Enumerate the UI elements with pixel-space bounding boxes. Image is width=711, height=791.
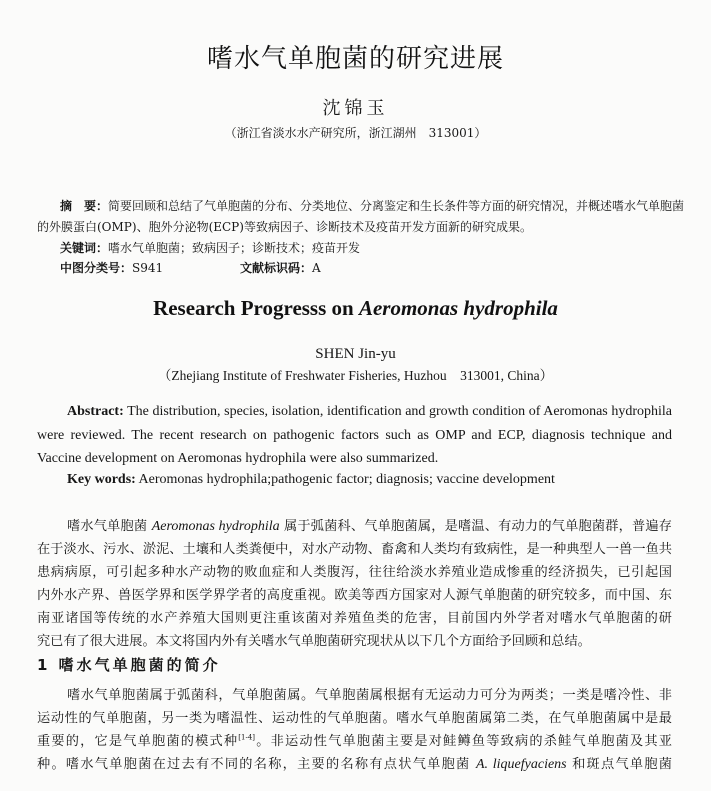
citation-superscript: [1-4] — [238, 733, 256, 742]
section1-line2: 运动性的气单胞菌，另一类为嗜温性、运动性的气单胞菌。嗜水气单胞菌属第二类，在气单胞菌属中是最 — [37, 711, 672, 726]
abstract-cn-line2: 的外膜蛋白(OMP)、胞外分泌物(ECP)等致病因子、诊断技术及疫苗开发方面新的研究成果。 — [37, 220, 532, 234]
section1-line3 — [37, 730, 672, 749]
title-en-italic: Aeromonas hydrophila — [358, 296, 558, 320]
keywords-en-label: Key words: — [67, 472, 136, 487]
author-english: SHEN Jin-yu — [315, 346, 396, 362]
intro-line1-a: 嗜水气单胞菌 — [67, 519, 152, 534]
intro-line1 — [67, 515, 672, 535]
classification-value: S941 — [132, 261, 164, 275]
section-heading: 1 嗜水气单胞菌的简介 — [37, 656, 221, 674]
intro-line5: 南亚诸国等传统的水产养殖大国则更注重该菌对养殖鱼类的危害，目前国内外学者对嗜水气单胞菌的研 — [37, 611, 672, 626]
keywords-en-value: Aeromonas hydrophila;pathogenic factor; diagnosis; vaccine development — [135, 472, 555, 487]
intro-line4: 内外水产界、兽医学界和医学界学者的高度重视。欧美等西方国家对人源气单胞菌的研究较多，而中国、东 — [37, 588, 672, 603]
species-name-italic: Aeromonas hydrophila — [151, 519, 280, 534]
intro-line6: 究已有了很大进展。本文将国内外有关嗜水气单胞菌研究现状从以下几个方面给予回顾和总结。 — [37, 634, 591, 649]
intro-line1-b: 属于弧菌科、气单胞菌属，是嗜温、有动力的气单胞菌群，普遍存 — [279, 519, 672, 534]
title-chinese: 嗜水气单胞菌的研究进展 — [206, 44, 504, 74]
abstract-cn-text1: 简要回顾和总结了气单胞菌的分布、分类地位、分离鉴定和生长条件等方面的研究情况，并概述嗜水气单胞菌 — [108, 199, 685, 213]
abstract-en-line1 — [67, 404, 672, 420]
document-code — [240, 259, 321, 276]
section1-line3-a: 重要的，它是气单胞菌的模式种 — [37, 734, 239, 749]
abstract-en-line2: were reviewed. The recent research on pathogenic factors such as OMP and ECP, diagnosis technique and — [37, 428, 672, 443]
classification-label: 中图分类号： — [60, 261, 133, 275]
section1-line3-b: 。非运动性气单胞菌主要是对鲑鳟鱼等致病的杀鲑气单胞菌及其亚 — [255, 734, 672, 749]
classification-number — [60, 259, 163, 276]
title-en-plain: Research Progresss on — [153, 296, 359, 320]
document-code-label: 文献标识码： — [240, 261, 313, 275]
abstract-en-text1: The distribution, species, isolation, identification and growth condition of Aeromonas hydrophila — [123, 404, 672, 419]
species-name-italic-2: A. liquefyaciens — [475, 757, 567, 772]
section1-line1: 嗜水气单胞菌属于弧菌科，气单胞菌属。气单胞菌属根据有无运动力可分为两类；一类是嗜冷性、非 — [67, 688, 672, 703]
abstract-cn-label: 摘 要： — [60, 199, 109, 213]
keywords-cn — [60, 239, 360, 256]
keywords-cn-label: 关键词： — [60, 241, 109, 255]
abstract-en-line3: Vaccine development on Aeromonas hydrophila were also summarized. — [37, 451, 439, 466]
affiliation-chinese: （浙江省淡水水产研究所，浙江湖州 313001） — [224, 126, 487, 140]
abstract-cn-line1 — [60, 197, 684, 214]
keywords-en — [67, 472, 555, 488]
title-english — [0, 296, 711, 321]
author-chinese: 沈锦玉 — [322, 98, 389, 119]
section1-line4-a: 种。嗜水气单胞菌在过去有不同的名称，主要的名称有点状气单胞菌 — [37, 757, 476, 772]
section1-line4-b: 和斑点气单胞菌 — [566, 757, 672, 772]
section1-line4 — [37, 753, 672, 773]
document-code-value: A — [312, 261, 321, 275]
keywords-cn-value: 嗜水气单胞菌；致病因子；诊断技术；疫苗开发 — [108, 241, 361, 255]
intro-line2: 在于淡水、污水、淤泥、土壤和人类粪便中，对水产动物、畜禽和人类均有致病性，是一种典型人一兽一鱼共 — [37, 542, 672, 557]
abstract-en-label: Abstract: — [67, 404, 124, 419]
intro-line3: 患病病原，可引起多种水产动物的败血症和人类腹泻，往往给淡水养殖业造成惨重的经济损失，已引起国 — [37, 565, 672, 580]
affiliation-english: （Zhejiang Institute of Freshwater Fisheries, Huzhou 313001, China） — [157, 368, 554, 383]
